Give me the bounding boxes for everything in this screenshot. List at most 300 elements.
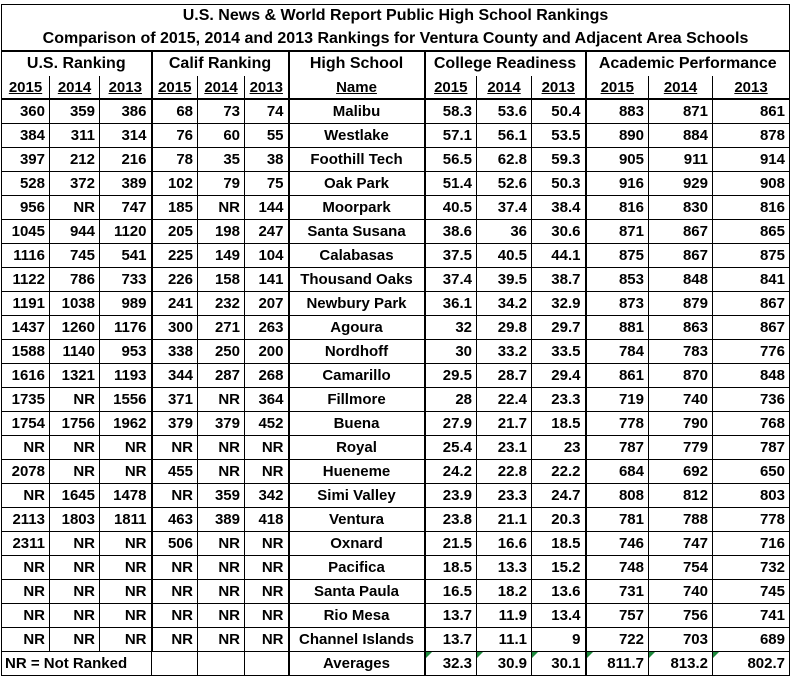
academic-performance-cell: 756 — [649, 604, 713, 628]
us-rank-cell: 1811 — [100, 508, 152, 532]
us-rank-cell: 384 — [2, 124, 50, 148]
academic-performance-cell: 867 — [649, 220, 713, 244]
college-readiness-cell: 9 — [532, 628, 586, 652]
academic-performance-cell: 650 — [713, 460, 790, 484]
name-header: Name — [289, 76, 425, 99]
us-rank-cell: 360 — [2, 99, 50, 124]
academic-performance-cell: 787 — [586, 436, 649, 460]
college-readiness-cell: 37.4 — [477, 196, 532, 220]
school-name-cell: Buena — [289, 412, 425, 436]
academic-performance-cell: 745 — [713, 580, 790, 604]
academic-performance-cell: 863 — [649, 316, 713, 340]
academic-performance-cell: 748 — [586, 556, 649, 580]
academic-performance-cell: 929 — [649, 172, 713, 196]
academic-performance-cell: 731 — [586, 580, 649, 604]
average-college-readiness — [532, 652, 586, 676]
us-rank-cell: NR — [50, 556, 100, 580]
academic-performance-cell: 741 — [713, 604, 790, 628]
academic-performance-cell: 905 — [586, 148, 649, 172]
school-name-cell: Royal — [289, 436, 425, 460]
calif-rank-cell: 287 — [198, 364, 245, 388]
college-readiness-cell: 23.9 — [425, 484, 477, 508]
academic-performance-cell: 875 — [586, 244, 649, 268]
school-name-cell: Ventura — [289, 508, 425, 532]
us-rank-cell: 1437 — [2, 316, 50, 340]
college-readiness-cell: 18.5 — [532, 532, 586, 556]
table-row — [2, 124, 790, 148]
us-rank-cell: 989 — [100, 292, 152, 316]
us-rank-cell: NR — [2, 604, 50, 628]
calif-rank-cell: NR — [152, 556, 198, 580]
calif-rank-cell: 55 — [245, 124, 289, 148]
us-rank-cell: NR — [50, 604, 100, 628]
average-value: 802.7 — [747, 655, 785, 672]
calif-rank-cell: NR — [245, 556, 289, 580]
college-readiness-cell: 25.4 — [425, 436, 477, 460]
college-readiness-cell: 32.9 — [532, 292, 586, 316]
school-name-cell: Oxnard — [289, 532, 425, 556]
school-name-cell: Malibu — [289, 99, 425, 124]
college-readiness-cell: 13.7 — [425, 628, 477, 652]
calif-rank-cell: 74 — [245, 99, 289, 124]
academic-performance-cell: 908 — [713, 172, 790, 196]
calif-rank-cell: NR — [198, 388, 245, 412]
averages-row — [2, 652, 790, 676]
us-rank-cell: 386 — [100, 99, 152, 124]
calif-rank-cell: 158 — [198, 268, 245, 292]
table-row — [2, 436, 790, 460]
table-row — [2, 388, 790, 412]
calif-rank-cell: 205 — [152, 220, 198, 244]
year-header: 2013 — [245, 76, 289, 99]
college-readiness-cell: 21.5 — [425, 532, 477, 556]
error-indicator-icon — [713, 652, 719, 658]
calif-rank-cell: 389 — [198, 508, 245, 532]
us-rank-cell: 212 — [50, 148, 100, 172]
us-rank-cell: NR — [100, 532, 152, 556]
us-rank-cell: NR — [50, 580, 100, 604]
academic-performance-cell: 871 — [649, 99, 713, 124]
average-value: 811.7 — [607, 655, 644, 672]
table-title: U.S. News & World Report Public High School Rankings — [2, 5, 790, 28]
calif-rank-cell: NR — [198, 532, 245, 556]
college-readiness-cell: 18.5 — [425, 556, 477, 580]
school-name-cell: Nordhoff — [289, 340, 425, 364]
us-rank-cell: 1120 — [100, 220, 152, 244]
college-readiness-cell: 38.4 — [532, 196, 586, 220]
college-readiness-cell: 23 — [532, 436, 586, 460]
us-rank-cell: 528 — [2, 172, 50, 196]
calif-rank-cell: 338 — [152, 340, 198, 364]
rankings-table — [1, 4, 790, 676]
average-value: 30.1 — [551, 655, 581, 672]
college-readiness-cell: 40.5 — [425, 196, 477, 220]
college-readiness-cell: 36 — [477, 220, 532, 244]
college-readiness-cell: 28 — [425, 388, 477, 412]
school-name-cell: Westlake — [289, 124, 425, 148]
us-rank-cell: NR — [100, 580, 152, 604]
calif-rank-cell: 506 — [152, 532, 198, 556]
school-name-cell: Camarillo — [289, 364, 425, 388]
us-rank-cell: 389 — [100, 172, 152, 196]
us-rank-cell: 944 — [50, 220, 100, 244]
calif-rank-cell: 200 — [245, 340, 289, 364]
calif-rank-cell: NR — [245, 604, 289, 628]
calif-rank-cell: 226 — [152, 268, 198, 292]
school-name-cell: Santa Susana — [289, 220, 425, 244]
college-readiness-cell: 29.8 — [477, 316, 532, 340]
us-rank-cell: 372 — [50, 172, 100, 196]
us-rank-cell: 1962 — [100, 412, 152, 436]
table-row — [2, 460, 790, 484]
us-rank-cell: 1193 — [100, 364, 152, 388]
academic-performance-cell: 747 — [649, 532, 713, 556]
college-readiness-cell: 51.4 — [425, 172, 477, 196]
calif-rank-cell: NR — [245, 532, 289, 556]
us-rank-cell: 2311 — [2, 532, 50, 556]
calif-rank-cell: NR — [198, 556, 245, 580]
average-academic-performance — [649, 652, 713, 676]
academic-performance-cell: 808 — [586, 484, 649, 508]
college-readiness-cell: 33.5 — [532, 340, 586, 364]
year-header: 2014 — [50, 76, 100, 99]
college-readiness-cell: 15.2 — [532, 556, 586, 580]
college-readiness-cell: 53.6 — [477, 99, 532, 124]
averages-label: Averages — [289, 652, 425, 676]
academic-performance-cell: 873 — [586, 292, 649, 316]
college-readiness-cell: 32 — [425, 316, 477, 340]
calif-rank-cell: 250 — [198, 340, 245, 364]
academic-performance-cell: 884 — [649, 124, 713, 148]
college-readiness-cell: 34.2 — [477, 292, 532, 316]
college-readiness-cell: 52.6 — [477, 172, 532, 196]
college-readiness-cell: 23.3 — [477, 484, 532, 508]
us-rank-cell: 216 — [100, 148, 152, 172]
school-name-cell: Foothill Tech — [289, 148, 425, 172]
us-rank-cell: 2113 — [2, 508, 50, 532]
us-rank-cell: NR — [2, 436, 50, 460]
us-rank-cell: 1122 — [2, 268, 50, 292]
academic-performance-cell: 740 — [649, 580, 713, 604]
us-rank-cell: 1116 — [2, 244, 50, 268]
us-rank-cell: 541 — [100, 244, 152, 268]
us-rank-cell: NR — [2, 628, 50, 652]
college-readiness-cell: 37.4 — [425, 268, 477, 292]
school-name-cell: Pacifica — [289, 556, 425, 580]
college-readiness-cell: 57.1 — [425, 124, 477, 148]
college-readiness-cell: 36.1 — [425, 292, 477, 316]
us-rank-cell: 1140 — [50, 340, 100, 364]
calif-rank-cell: NR — [198, 460, 245, 484]
calif-rank-cell: 241 — [152, 292, 198, 316]
table-row — [2, 604, 790, 628]
calif-rank-cell: 300 — [152, 316, 198, 340]
academic-performance-cell: 878 — [713, 124, 790, 148]
college-readiness-cell: 53.5 — [532, 124, 586, 148]
average-college-readiness — [477, 652, 532, 676]
us-ranking-header: U.S. Ranking — [2, 51, 152, 76]
college-readiness-cell: 29.5 — [425, 364, 477, 388]
calif-ranking-header: Calif Ranking — [152, 51, 289, 76]
academic-performance-cell: 716 — [713, 532, 790, 556]
academic-performance-cell: 911 — [649, 148, 713, 172]
college-readiness-cell: 37.5 — [425, 244, 477, 268]
error-indicator-icon — [587, 652, 593, 658]
calif-rank-cell: NR — [198, 604, 245, 628]
college-readiness-cell: 56.5 — [425, 148, 477, 172]
calif-rank-cell: 379 — [198, 412, 245, 436]
calif-rank-cell: 263 — [245, 316, 289, 340]
us-rank-cell: 397 — [2, 148, 50, 172]
academic-performance-cell: 736 — [713, 388, 790, 412]
table-row — [2, 532, 790, 556]
year-header: 2014 — [649, 76, 713, 99]
calif-rank-cell: 102 — [152, 172, 198, 196]
us-rank-cell: 747 — [100, 196, 152, 220]
error-indicator-icon — [532, 652, 538, 658]
school-name-cell: Calabasas — [289, 244, 425, 268]
us-rank-cell: 1045 — [2, 220, 50, 244]
year-header: 2015 — [425, 76, 477, 99]
us-rank-cell: NR — [100, 628, 152, 652]
average-value: 32.3 — [442, 655, 472, 672]
academic-performance-cell: 870 — [649, 364, 713, 388]
academic-performance-cell: 703 — [649, 628, 713, 652]
table-row — [2, 364, 790, 388]
college-readiness-cell: 22.2 — [532, 460, 586, 484]
academic-performance-cell: 879 — [649, 292, 713, 316]
college-readiness-cell: 24.7 — [532, 484, 586, 508]
calif-rank-cell: NR — [152, 628, 198, 652]
academic-performance-cell: 848 — [649, 268, 713, 292]
college-readiness-cell: 33.2 — [477, 340, 532, 364]
college-readiness-cell: 62.8 — [477, 148, 532, 172]
calif-rank-cell: 271 — [198, 316, 245, 340]
calif-rank-cell: 149 — [198, 244, 245, 268]
college-readiness-cell: 39.5 — [477, 268, 532, 292]
academic-performance-cell: 790 — [649, 412, 713, 436]
academic-performance-cell: 732 — [713, 556, 790, 580]
us-rank-cell: 314 — [100, 124, 152, 148]
academic-performance-cell: 778 — [713, 508, 790, 532]
college-readiness-cell: 28.7 — [477, 364, 532, 388]
college-readiness-cell: 56.1 — [477, 124, 532, 148]
calif-rank-cell: 198 — [198, 220, 245, 244]
table-row — [2, 316, 790, 340]
academic-performance-cell: 848 — [713, 364, 790, 388]
academic-performance-cell: 779 — [649, 436, 713, 460]
college-readiness-cell: 23.1 — [477, 436, 532, 460]
academic-performance-cell: 867 — [713, 316, 790, 340]
us-rank-cell: 1756 — [50, 412, 100, 436]
us-rank-cell: NR — [50, 628, 100, 652]
average-value: 30.9 — [497, 655, 527, 672]
college-readiness-cell: 44.1 — [532, 244, 586, 268]
college-readiness-cell: 30 — [425, 340, 477, 364]
academic-performance-cell: 916 — [586, 172, 649, 196]
college-readiness-cell: 22.4 — [477, 388, 532, 412]
academic-performance-cell: 816 — [586, 196, 649, 220]
calif-rank-cell: NR — [198, 628, 245, 652]
table-row — [2, 172, 790, 196]
school-name-cell: Fillmore — [289, 388, 425, 412]
empty-cell — [198, 652, 245, 676]
college-readiness-cell: 22.8 — [477, 460, 532, 484]
calif-rank-cell: 359 — [198, 484, 245, 508]
academic-performance-cell: 867 — [649, 244, 713, 268]
us-rank-cell: 1478 — [100, 484, 152, 508]
table-row — [2, 508, 790, 532]
calif-rank-cell: 344 — [152, 364, 198, 388]
academic-performance-cell: 812 — [649, 484, 713, 508]
calif-rank-cell: 342 — [245, 484, 289, 508]
us-rank-cell: 1588 — [2, 340, 50, 364]
calif-rank-cell: NR — [245, 580, 289, 604]
school-name-cell: Newbury Park — [289, 292, 425, 316]
academic-performance-cell: 692 — [649, 460, 713, 484]
average-academic-performance — [586, 652, 649, 676]
us-rank-cell: 1616 — [2, 364, 50, 388]
academic-performance-cell: 883 — [586, 99, 649, 124]
school-name-cell: Thousand Oaks — [289, 268, 425, 292]
empty-cell — [152, 652, 198, 676]
us-rank-cell: NR — [2, 484, 50, 508]
us-rank-cell: 786 — [50, 268, 100, 292]
school-name-cell: Hueneme — [289, 460, 425, 484]
academic-performance-cell: 871 — [586, 220, 649, 244]
calif-rank-cell: 268 — [245, 364, 289, 388]
year-header: 2013 — [713, 76, 790, 99]
empty-cell — [245, 652, 289, 676]
calif-rank-cell: 104 — [245, 244, 289, 268]
college-readiness-cell: 11.1 — [477, 628, 532, 652]
year-header: 2014 — [198, 76, 245, 99]
calif-rank-cell: NR — [198, 196, 245, 220]
calif-rank-cell: 207 — [245, 292, 289, 316]
academic-performance-cell: 784 — [586, 340, 649, 364]
calif-rank-cell: 38 — [245, 148, 289, 172]
calif-rank-cell: NR — [152, 580, 198, 604]
college-readiness-cell: 27.9 — [425, 412, 477, 436]
error-indicator-icon — [477, 652, 483, 658]
academic-performance-cell: 803 — [713, 484, 790, 508]
us-rank-cell: 1556 — [100, 388, 152, 412]
college-readiness-cell: 38.6 — [425, 220, 477, 244]
table-subtitle: Comparison of 2015, 2014 and 2013 Rankings for Ventura County and Adjacent Area Schools — [2, 27, 790, 51]
us-rank-cell: NR — [100, 556, 152, 580]
college-readiness-cell: 50.4 — [532, 99, 586, 124]
year-header: 2014 — [477, 76, 532, 99]
table-row — [2, 484, 790, 508]
academic-performance-cell: 740 — [649, 388, 713, 412]
average-college-readiness — [425, 652, 477, 676]
school-name-cell: Oak Park — [289, 172, 425, 196]
calif-rank-cell: 76 — [152, 124, 198, 148]
college-readiness-cell: 13.6 — [532, 580, 586, 604]
academic-performance-cell: 788 — [649, 508, 713, 532]
year-header: 2013 — [532, 76, 586, 99]
table-body — [2, 5, 790, 676]
calif-rank-cell: 371 — [152, 388, 198, 412]
calif-rank-cell: NR — [198, 580, 245, 604]
calif-rank-cell: NR — [245, 460, 289, 484]
calif-rank-cell: 75 — [245, 172, 289, 196]
calif-rank-cell: 73 — [198, 99, 245, 124]
calif-rank-cell: 60 — [198, 124, 245, 148]
academic-performance-cell: 754 — [649, 556, 713, 580]
college-readiness-cell: 13.7 — [425, 604, 477, 628]
us-rank-cell: 745 — [50, 244, 100, 268]
school-name-cell: Moorpark — [289, 196, 425, 220]
us-rank-cell: NR — [50, 436, 100, 460]
table-row — [2, 340, 790, 364]
calif-rank-cell: NR — [245, 436, 289, 460]
academic-performance-cell: 881 — [586, 316, 649, 340]
us-rank-cell: NR — [50, 196, 100, 220]
us-rank-cell: 1191 — [2, 292, 50, 316]
academic-performance-cell: 816 — [713, 196, 790, 220]
academic-performance-cell: 865 — [713, 220, 790, 244]
calif-rank-cell: NR — [152, 604, 198, 628]
table-row — [2, 244, 790, 268]
us-rank-cell: 953 — [100, 340, 152, 364]
year-header: 2013 — [100, 76, 152, 99]
not-ranked-note: NR = Not Ranked — [2, 652, 152, 676]
college-readiness-cell: 29.4 — [532, 364, 586, 388]
school-name-cell: Channel Islands — [289, 628, 425, 652]
college-readiness-cell: 30.6 — [532, 220, 586, 244]
college-readiness-cell: 23.8 — [425, 508, 477, 532]
us-rank-cell: NR — [2, 556, 50, 580]
academic-performance-cell: 722 — [586, 628, 649, 652]
academic-performance-cell: 867 — [713, 292, 790, 316]
calif-rank-cell: 364 — [245, 388, 289, 412]
year-header: 2015 — [152, 76, 198, 99]
us-rank-cell: NR — [2, 580, 50, 604]
error-indicator-icon — [426, 652, 432, 658]
table-row — [2, 99, 790, 124]
table-row — [2, 196, 790, 220]
college-readiness-cell: 21.1 — [477, 508, 532, 532]
table-row — [2, 580, 790, 604]
college-readiness-cell: 23.3 — [532, 388, 586, 412]
college-readiness-cell: 21.7 — [477, 412, 532, 436]
year-header: 2015 — [2, 76, 50, 99]
calif-rank-cell: 379 — [152, 412, 198, 436]
table-row — [2, 292, 790, 316]
calif-rank-cell: 455 — [152, 460, 198, 484]
calif-rank-cell: 247 — [245, 220, 289, 244]
us-rank-cell: 1260 — [50, 316, 100, 340]
college-readiness-cell: 13.4 — [532, 604, 586, 628]
academic-performance-cell: 776 — [713, 340, 790, 364]
academic-performance-cell: 890 — [586, 124, 649, 148]
academic-performance-cell: 781 — [586, 508, 649, 532]
calif-rank-cell: 418 — [245, 508, 289, 532]
academic-performance-cell: 861 — [586, 364, 649, 388]
us-rank-cell: 1803 — [50, 508, 100, 532]
college-readiness-cell: 16.6 — [477, 532, 532, 556]
average-academic-performance — [713, 652, 790, 676]
academic-performance-cell: 914 — [713, 148, 790, 172]
calif-rank-cell: 79 — [198, 172, 245, 196]
us-rank-cell: 956 — [2, 196, 50, 220]
average-value: 813.2 — [670, 655, 708, 672]
calif-rank-cell: 78 — [152, 148, 198, 172]
calif-rank-cell: 452 — [245, 412, 289, 436]
us-rank-cell: 733 — [100, 268, 152, 292]
college-readiness-cell: 50.3 — [532, 172, 586, 196]
